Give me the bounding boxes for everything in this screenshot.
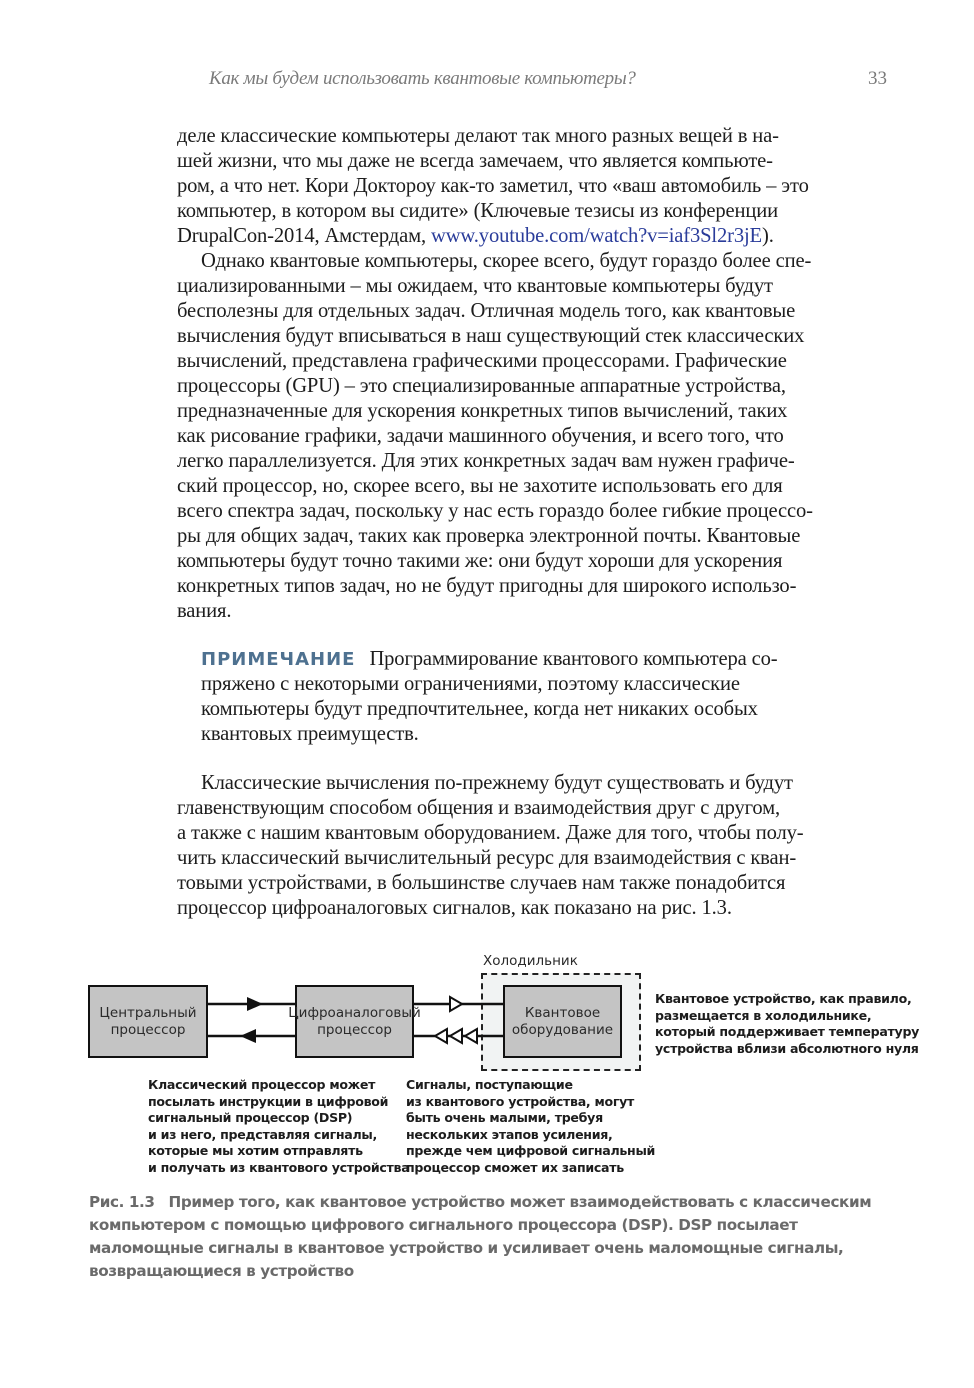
amplifier-left-icon <box>465 1029 477 1043</box>
text-line <box>177 224 886 249</box>
caption-line: возвращающиеся в устройство <box>89 1262 354 1280</box>
text-fragment: DrupalCon-2014, Амстердам, <box>177 225 431 247</box>
text-fragment: Программирование квантового компьютера со- <box>369 648 778 670</box>
text-line: компьютеры будут точно такими же: они будут хороши для ускорения <box>177 550 783 572</box>
caption-line <box>89 1191 872 1214</box>
paragraph-2 <box>177 249 886 624</box>
text-line: Однако квантовые компьютеры, скорее всего, будут гораздо более спе- <box>201 250 812 272</box>
annotation-line: и из него, представляя сигналы, <box>148 1126 377 1142</box>
amplifier-left-icon <box>435 1029 447 1043</box>
text-line: вычислений, представлена графическими процессорами. Графические <box>177 350 787 372</box>
text-line: легко параллелизуется. Для этих конкретных задач вам нужен графиче- <box>177 450 795 472</box>
text-line: вычисления будут вписываться в наш существующий стек классических <box>177 325 805 347</box>
text-line: бесполезны для отдельных задач. Отличная модель того, как квантовые <box>177 300 796 322</box>
annotation-line: посылать инструкции в цифровой <box>148 1093 389 1109</box>
box-label: процессор <box>110 1021 186 1038</box>
text-line: конкретных типов задач, но не будут пригодны для широкого использо- <box>177 575 797 597</box>
box-label: Квантовое <box>524 1004 601 1021</box>
annotation-line: быть очень малыми, требуя <box>406 1110 603 1126</box>
annotation-line: нескольких этапов усиления, <box>406 1126 613 1142</box>
arrow-right-icon <box>247 997 263 1011</box>
text-line: процессор цифроаналоговых сигналов, как показано на рис. 1.3. <box>177 897 732 919</box>
fridge-label: Холодильник <box>483 953 578 969</box>
arrow-left-icon <box>240 1029 256 1043</box>
text-line: как рисование графики, задачи машинного обучения, и всего того, что <box>177 425 784 447</box>
running-title: Как мы будем использовать квантовые компьютеры? <box>209 68 636 89</box>
text-line: главенствующим способом общения и взаимодействия друг с другом, <box>177 797 781 819</box>
box-label: Цифроаналоговый <box>288 1004 421 1021</box>
amplifier-left-icon <box>450 1029 462 1043</box>
signal-annotation <box>406 1077 655 1177</box>
caption-line: маломощные сигналы в квантовое устройство и усиливает очень маломощные сигналы, <box>89 1239 844 1257</box>
text-line: Классические вычисления по-прежнему будут существовать и будут <box>201 772 793 794</box>
note-label: ПРИМЕЧАНИЕ <box>201 649 356 670</box>
annotation-line: который поддерживает температуру <box>655 1024 920 1040</box>
annotation-line: процессор сможет их записать <box>406 1159 624 1175</box>
text-line: вания. <box>177 600 232 622</box>
paragraph-3 <box>177 771 886 921</box>
text-line: ры для общих задач, таких как проверка электронной почты. Квантовые <box>177 525 801 547</box>
running-head <box>209 66 887 94</box>
text-line: циализированными – мы ожидаем, что квантовые компьютеры будут <box>177 275 773 297</box>
amplifier-right-icon <box>450 997 462 1011</box>
cpu-annotation <box>148 1077 409 1177</box>
text-line: пряжено с некоторыми ограничениями, поэтому классические <box>201 673 740 695</box>
text-fragment: ). <box>762 225 774 247</box>
page-number: 33 <box>868 68 887 89</box>
text-line: ром, а что нет. Кори Доктороу как-то заметил, что «ваш автомобиль – это <box>177 175 809 197</box>
text-line: деле классические компьютеры делают так много разных вещей в на- <box>177 125 779 147</box>
caption-line: компьютером с помощью цифрового сигнального процессора (DSP). DSP посылает <box>89 1216 798 1234</box>
annotation-line: которые мы хотим отправлять <box>148 1143 363 1159</box>
box-label: процессор <box>317 1021 392 1038</box>
note-first-line <box>201 647 850 672</box>
note-block <box>201 647 850 747</box>
text-line: квантовых преимуществ. <box>201 723 419 745</box>
annotation-line: Сигналы, поступающие <box>406 1077 573 1092</box>
box-label: оборудование <box>511 1021 614 1038</box>
annotation-line: устройства вблизи абсолютного нуля <box>655 1040 919 1056</box>
text-line: всего спектра задач, поскольку у нас есть гораздо более гибкие процессо- <box>177 500 813 522</box>
text-line: компьютер, в котором вы сидите» (Ключевые тезисы из конференции <box>177 200 779 222</box>
annotation-line: сигнальный процессор (DSP) <box>148 1110 353 1126</box>
text-line: чить классический вычислительный ресурс для взаимодействия с кван- <box>177 847 797 869</box>
paragraph-1 <box>177 124 886 249</box>
annotation-line: и получать из квантового устройства <box>148 1159 410 1175</box>
figure-caption <box>89 1191 872 1283</box>
text-line: а также с нашим квантовым оборудованием. Даже для того, чтобы полу- <box>177 822 804 844</box>
text-line: шей жизни, что мы даже не всегда замечаем, что является компьюте- <box>177 150 773 172</box>
box-label: Центральный <box>99 1004 197 1021</box>
text-line: товыми устройствами, в большинстве случаев нам также понадобится <box>177 872 786 894</box>
text-line: процессоры (GPU) – это специализированные аппаратные устройства, <box>177 375 786 397</box>
annotation-line: Квантовое устройство, как правило, <box>655 991 912 1006</box>
annotation-line: Классический процессор может <box>148 1077 376 1092</box>
annotation-line: из квантового устройства, могут <box>406 1093 635 1109</box>
text-line: предназначенные для ускорения конкретных типов вычислений, таких <box>177 400 788 422</box>
text-fragment: Пример того, как квантовое устройство может взаимодействовать с классическим <box>168 1193 872 1211</box>
youtube-link[interactable]: www.youtube.com/watch?v=iaf3Sl2r3jE <box>430 225 762 247</box>
figure-diagram <box>0 940 974 1190</box>
text-line: компьютеры будут предпочтительнее, когда нет никаких особых <box>201 698 758 720</box>
figure-number: Рис. 1.3 <box>89 1193 155 1211</box>
annotation-line: прежде чем цифровой сигнальный <box>406 1143 656 1159</box>
fridge-annotation <box>655 991 919 1057</box>
annotation-line: размещается в холодильнике, <box>655 1007 872 1023</box>
text-line: ский процессор, но, скорее всего, вы не захотите использовать его для <box>177 475 783 497</box>
